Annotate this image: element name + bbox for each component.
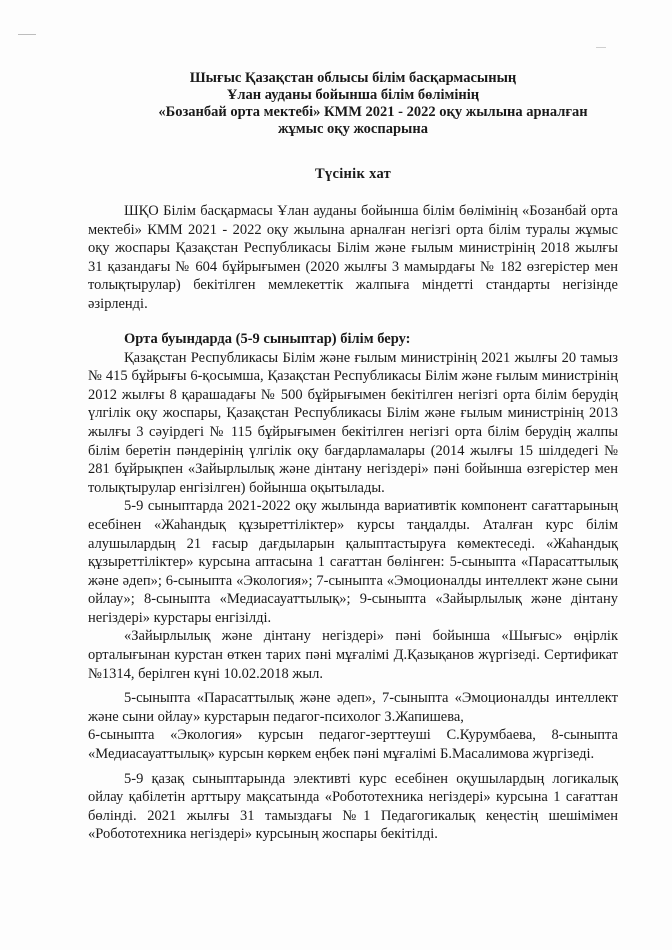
paragraph: 6-сыныпта «Экология» курсын педагог-зерттеуші С.Курумбаева, 8-сыныпта «Медиасауаттылық» курсын көркем еңбек пәні мұғалімі Б.Масалимова жүргізеді. <box>88 727 618 763</box>
paragraph: «Зайырлылық және дінтану негіздері» пәні бойынша «Шығыс» өңірлік орталығынан курстан өткен тарих пәні мұғалімі Д.Қазықанов жүргізеді. Сертификат №1314, берілген күні 10.02.2018 жыл. <box>88 628 618 682</box>
header-line: Ұлан ауданы бойынша білім бөлімінің <box>226 87 480 103</box>
paragraph: 5-сыныпта «Парасаттылық және әдеп», 7-сыныпта «Эмоционалды интеллект және сыни ойлау» курстарын педагог-психолог З.Жапишева, <box>88 690 618 725</box>
document-body <box>88 70 618 844</box>
header-line: «Бозанбай орта мектебі» КММ 2021 - 2022 оқу жылына арналған <box>158 104 588 120</box>
header-line: жұмыс оқу жоспарына <box>278 121 428 137</box>
scan-mark <box>18 34 36 35</box>
scan-mark <box>596 47 606 54</box>
intro-paragraph: ШҚО Білім басқармасы Ұлан ауданы бойынша білім бөлімінің «Бозанбай орта мектебі» КММ 2021 - 2022 оқу жылына арналған негізгі орта білім туралы жұмыс оқу жоспары Қазақстан Республикасы Білім және ғылым министрінің 2018 жылғы 31 қазандағы № 604 бұйрығымен (2020 жылғы 3 мамырдағы № 182 өзгерістер мен толықтырулар) бекітілген мемлекеттік жалпыға міндетті стандарты негізінде әзірленді. <box>88 203 618 312</box>
paragraph: 5-9 қазақ сыныптарында элективті курс есебінен оқушылардың логикалық ойлау қабілетін арттыру мақсатында «Робототехника негіздері» курсына 1 сағаттан бөлінді. 2021 жылғы 31 тамыздағы №1 Педагогикалық кеңестің шешімімен «Робототехника негіздері» курсының жоспары бекітілді. <box>88 770 618 843</box>
paragraph: Қазақстан Республикасы Білім және ғылым министрінің 2021 жылғы 20 тамыз № 415 бұйрығы 6-қосымша, Қазақстан Республикасы Білім және ғылым министрінің 2012 жылғы 8 қарашадағы № 500 бұйрығымен бекітілген негізгі орта білім берудің үлгілік оқу жоспары, Қазақстан Республикасы Білім және ғылым министрінің 2013 жылғы 3 сәуірдегі № 115 бұйрығымен бекітілген негізгі орта білім берудің жалпы білім беретін пәндерінің үлгілік оқу бағдарламалары (2014 жылғы 15 шілдедегі № 281 бұйрықпен «Зайырлылық және дінтану негіздері» пәні бойынша өзгерістер мен толықтырулар енгізілген) бойынша оқытылады. <box>88 349 618 496</box>
paragraph: 5-9 сыныптарда 2021-2022 оқу жылында вариативтік компонент сағаттарының есебінен «Жаһандық құзыреттіліктер» курсы таңдалды. Аталған курс білім алушылардың 21 ғасыр дағдыларын қалыптастыруға көмектеседі. «Жаһандық құзыреттіліктер» курсына аптасына 1 сағаттан бөлінген: 5-сыныпта «Парасаттылық және әдеп»; 6-сыныпта «Экология»; 7-сыныпта «Эмоционалды интеллект және сыни ойлау»; 8-сыныпта «Медиасауаттылық»; 9-сыныпта «Зайырлылық және дінтану негіздері» курстары енгізілді. <box>88 498 618 626</box>
header-line: Шығыс Қазақстан облысы білім басқармасының <box>189 70 517 86</box>
section-title: Орта буындарда (5-9 сыныптар) білім беру: <box>124 330 411 347</box>
document-subtitle: Түсінік хат <box>314 166 392 182</box>
